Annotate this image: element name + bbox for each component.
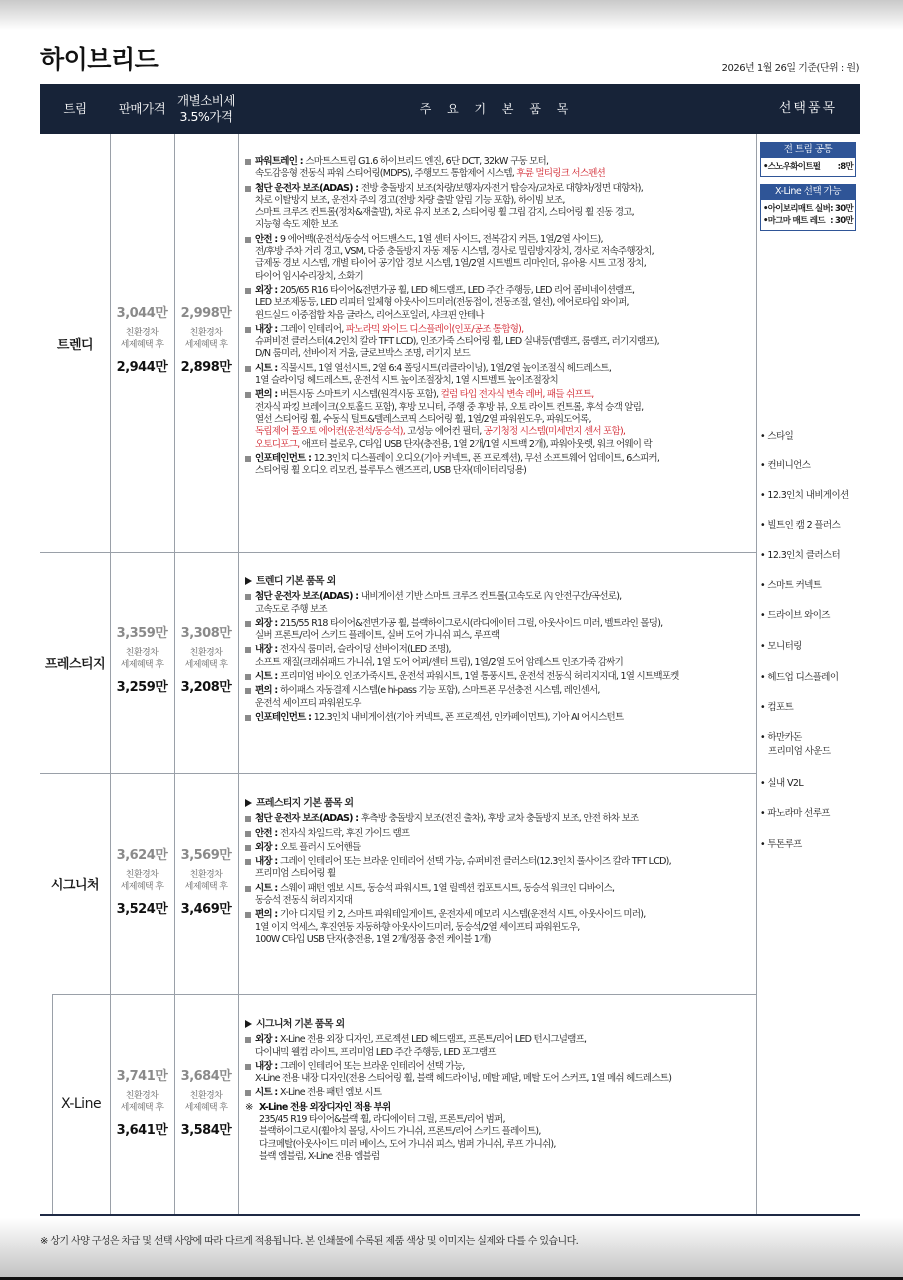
price-base: 2,998만 (180, 306, 232, 321)
price-net: 3,641만 (116, 1123, 168, 1138)
feature-text: 동승석 전동식 허리지지대 (255, 895, 353, 907)
header-tax-line2: 3.5%가격 (179, 109, 233, 124)
base-features-heading (245, 798, 755, 810)
feature-text: D/N 룸미러, 선바이저 거울, 글로브박스 조명, 러기지 보드 (255, 348, 471, 360)
price-xline (111, 1065, 173, 1138)
base-features-label: 프레스티지 기본 품목 외 (256, 798, 354, 809)
feature-category: 편의 : (255, 389, 281, 401)
feature-category: 내장 : (255, 323, 281, 335)
feature-text: 급제동 경보 시스템, 개별 타이어 공기압 경보 시스템, 1열/2열 시트벨트 리마인더, 유아용 시트 고정 장치, (255, 258, 646, 270)
feature-category: 시트 : (255, 1087, 281, 1099)
base-features-label: 시그니처 기본 품목 외 (256, 1019, 345, 1030)
square-bullet-icon (245, 621, 251, 627)
price-sub: 친환경차 세제혜택 후 (184, 870, 228, 892)
base-features-heading (245, 1019, 755, 1031)
square-bullet-icon (245, 159, 251, 165)
price-net: 3,469만 (180, 902, 232, 917)
feature-item (245, 183, 755, 232)
feature-text: 기아 디지털 키 2, 스마트 파워테일게이트, 운전자세 메모리 시스템(운전석 시트, 아웃사이드 미러), (280, 909, 646, 921)
feature-item (245, 671, 755, 683)
feature-text: 고속도로 주행 보조 (255, 603, 327, 615)
feature-text: 100W C타입 USB 단자(충전용, 1열 2개/정품 충전 케이블 1개) (255, 933, 491, 945)
price-base: 3,624만 (116, 848, 168, 863)
feature-item (245, 234, 755, 283)
feature-text: 12.3인치 디스플레이 오디오(기아 커넥트, 폰 프로젝션), 무선 소프트웨어 업데이트, 6스피커, (313, 452, 660, 464)
col-divider (238, 134, 239, 1214)
row-divider (40, 773, 756, 774)
option-item: • 하만카돈 (760, 732, 802, 743)
feature-text: 215/55 R18 타이어&전면가공 휠, 블랙하이그로시(라디에이터 그릴, 아웃사이드 미러, 벨트라인 몰딩), (280, 617, 663, 629)
option-item: • 컨비니언스 (760, 460, 811, 471)
option-item: • 12.3인치 클러스터 (760, 550, 841, 561)
feature-item (245, 363, 755, 388)
features-prestige (245, 576, 755, 726)
price-net: 3,584만 (180, 1123, 232, 1138)
feature-item (245, 856, 755, 881)
square-bullet-icon (245, 186, 251, 192)
feature-text: 애프터 블로우, C타입 USB 단자(충전용, 1열 2개/1열 시트백 2개), 파워아웃렛, 워크 어웨이 락 (301, 438, 652, 450)
feature-highlight: 독립제어 풀오토 에어컨(운전석/동승석), (255, 426, 408, 438)
bottom-gradient-band (0, 1218, 903, 1280)
feature-category: 외장 : (255, 284, 281, 296)
feature-text: 열선 스티어링 휠, 수동식 틸트&텔레스코픽 스티어링 휠, 1열/2열 파워윈도우, 파워도어록, (255, 413, 591, 425)
page-title: 하이브리드 (40, 45, 159, 74)
option-item: • 12.3인치 내비게이션 (760, 490, 849, 501)
feature-text: 그레이 인테리어, (280, 323, 346, 335)
price-trendy (111, 302, 173, 375)
feature-highlight: 후륜 멀티링크 서스펜션 (516, 168, 606, 180)
feature-text: 스티어링 휠 오디오 리모컨, 블루투스 핸즈프리, USB 단자(데이터리딩용) (255, 465, 527, 477)
feature-text: X-Line 전용 외장 디자인, 프로젝션 LED 헤드램프, 프론트/리어 LED 턴시그널램프, (280, 1034, 587, 1046)
feature-text: 12.3인치 내비게이션(기아 커넥트, 폰 프로젝션, 인카페이먼트), 기아 AI 어시스턴트 (313, 711, 624, 723)
option-item: • 투톤루프 (760, 839, 802, 850)
feature-category: 편의 : (255, 909, 281, 921)
header-trim: 트림 (63, 101, 87, 117)
option-item: • 실내 V2L (760, 778, 804, 789)
row-divider (52, 994, 756, 995)
feature-highlight: 공기청정 시스템(미세먼지 센서 포함), (483, 426, 626, 438)
feature-text: X-Line 전용 패턴 엠보 시트 (280, 1087, 382, 1099)
feature-item (245, 813, 755, 825)
square-bullet-icon (245, 715, 251, 721)
square-bullet-icon (245, 237, 251, 243)
feature-text: 속도감응형 전동식 파워 스티어링(MDPS), 주행모드 통합제어 시스템, (255, 168, 517, 180)
trim-xline: X-Line (60, 1096, 102, 1112)
price-base: 3,684만 (180, 1069, 232, 1084)
square-bullet-icon (245, 392, 251, 398)
option-item: • 스마트 커넥트 (760, 580, 822, 591)
square-bullet-icon (245, 1064, 251, 1070)
trim-trendy: 트렌디 (56, 337, 94, 353)
feature-item (245, 1034, 755, 1059)
feature-item (245, 156, 755, 181)
price-base: 3,569만 (180, 848, 232, 863)
base-features-heading (245, 576, 755, 588)
feature-text: 9 에어백(운전석/동승석 어드밴스드, 1열 센터 사이드, 전복감지 커튼, 1열/2열 사이드), (280, 233, 603, 245)
square-bullet-icon (245, 327, 251, 333)
feature-category: 내장 : (255, 1060, 281, 1072)
option-item: • 모니터링 (760, 641, 802, 652)
price-prestige (111, 622, 173, 695)
price-base: 3,308만 (180, 626, 232, 641)
option-item: • 파노라마 선루프 (760, 808, 830, 819)
price-sub: 친환경차 세제혜택 후 (184, 648, 228, 670)
feature-category: 첨단 운전자 보조(ADAS) : (255, 813, 361, 825)
feature-text: 고성능 에어컨 필터, (407, 426, 484, 438)
square-bullet-icon (245, 912, 251, 918)
square-bullet-icon (245, 688, 251, 694)
option-item: • 빌트인 캠 2 플러스 (760, 520, 841, 531)
option-item: • 스타일 (760, 431, 794, 442)
header-price: 판매가격 (118, 101, 166, 117)
price-sub: 친환경차 세제혜택 후 (120, 328, 164, 350)
price-sub: 친환경차 세제혜택 후 (120, 648, 164, 670)
price-sub: 친환경차 세제혜택 후 (120, 870, 164, 892)
option-boxes (756, 142, 860, 231)
feature-text: 그레이 인테리어 또는 브라운 인테리어 선택 가능, (280, 1060, 465, 1072)
option-box-body (760, 157, 856, 177)
feature-text: 슈퍼비전 클러스터(4.2인치 칼라 TFT LCD), 인조가죽 스티어링 휠, LED 실내등(맵램프, 룸램프, 러기지램프), (255, 336, 659, 348)
header-features: 주 요 기 본 품 목 (419, 101, 575, 116)
col-divider (756, 134, 757, 1214)
feature-text: 윈드실드 이중접합 차음 글라스, 리어스포일러, 샤크핀 안테나 (255, 309, 484, 321)
feature-item (245, 285, 755, 322)
option-box-body (760, 199, 856, 231)
feature-item (245, 1087, 755, 1099)
feature-category: 외장 : (255, 617, 281, 629)
price-signature (111, 844, 173, 917)
feature-text: 내비게이션 기반 스마트 크루즈 컨트롤(고속도로 內 안전구간/곡선로), (360, 591, 622, 603)
square-bullet-icon (245, 594, 251, 600)
feature-category: 시트 : (255, 671, 281, 683)
feature-text: 1열 슬라이딩 헤드레스트, 운전석 시트 높이조절장치, 1열 시트벨트 높이조절장치 (255, 375, 558, 387)
feature-text: 소프트 재질(크래쉬패드 가니쉬, 1열 도어 어퍼/센터 트림), 1열/2열 도어 암레스트 인조가죽 감싸기 (255, 656, 624, 668)
option-item: 프리미엄 사운드 (768, 746, 831, 757)
square-bullet-icon (245, 647, 251, 653)
feature-text: 타이어 임시수리장치, 소화기 (255, 270, 363, 282)
base-features-label: 트렌디 기본 품목 외 (256, 576, 336, 587)
feature-text: 235/45 R19 타이어&블랙 휠, 라디에이터 그릴, 프론트/리어 범퍼, (259, 1114, 505, 1126)
feature-text: 전방 충돌방지 보조(차량/보행자/자전거 탑승자/교차로 대향차/정면 대향차), (360, 182, 644, 194)
feature-text: 스마트 크루즈 컨트롤(정차&재출발), 차로 유지 보조 2, 스티어링 휠 그립 감지, 스티어링 휠 진동 경고, (255, 207, 634, 219)
feature-text: 205/65 R16 타이어&전면가공 휠, LED 헤드램프, LED 주간 주행등, LED 리어 콤비네이션램프, (280, 284, 635, 296)
header-tax-line1: 개별소비세 (177, 93, 235, 109)
price-sub: 친환경차 세제혜택 후 (184, 328, 228, 350)
square-bullet-icon (245, 366, 251, 372)
option-box-title: 전 트림 공통 (760, 142, 856, 157)
feature-text: 스웨이 패턴 엠보 시트, 동승석 파워시트, 1열 릴렉션 컴포트시트, 동승석 워크인 디바이스, (280, 882, 615, 894)
price-base: 3,741만 (116, 1069, 168, 1084)
tax-price-xline (175, 1065, 237, 1138)
price-base: 3,044만 (116, 306, 168, 321)
price-sub: 친환경차 세제혜택 후 (120, 1091, 164, 1113)
feature-text: 1열 이지 억세스, 후진연동 자동하향 아웃사이드미러, 동승석/2열 세이프티 파워윈도우, (255, 921, 580, 933)
square-bullet-icon (245, 831, 251, 837)
feature-highlight: 오토디포그, (255, 438, 302, 450)
feature-text: 다이내믹 웰컴 라이트, 프리미엄 LED 주간 주행등, LED 포그램프 (255, 1046, 496, 1058)
feature-highlight: 파노라믹 와이드 디스플레이(인포/공조 통합형), (345, 323, 524, 335)
trim-signature: 시그니처 (50, 878, 100, 893)
feature-text: 그레이 인테리어 또는 브라운 인테리어 선택 가능, 슈퍼비전 클러스터(12.3인치 풀사이즈 칼라 TFT LCD), (280, 856, 671, 868)
price-net: 3,208만 (180, 680, 232, 695)
triangle-right-icon (245, 577, 252, 585)
feature-category: 첨단 운전자 보조(ADAS) : (255, 591, 361, 603)
square-bullet-icon (245, 456, 251, 462)
feature-text: 전자식 차일드락, 후진 가이드 램프 (280, 827, 410, 839)
price-sub: 친환경차 세제혜택 후 (184, 1091, 228, 1113)
feature-item (245, 842, 755, 854)
feature-text: 오토 플러시 도어핸들 (280, 841, 361, 853)
square-bullet-icon (245, 886, 251, 892)
feature-item (245, 324, 755, 361)
feature-category: 첨단 운전자 보조(ADAS) : (255, 182, 361, 194)
feature-item (245, 883, 755, 908)
triangle-right-icon (245, 1020, 252, 1028)
feature-category: 인포테인먼트 : (255, 711, 314, 723)
feature-category: 외장 : (255, 841, 281, 853)
square-bullet-icon (245, 859, 251, 865)
feature-text: 전/후방 주차 거리 경고, VSM, 다중 충돌방지 자동 제동 시스템, 경사로 밀림방지장치, 경사로 저속주행장치, (255, 246, 654, 258)
feature-item (245, 828, 755, 840)
price-table (40, 84, 860, 1216)
price-net: 3,524만 (116, 902, 168, 917)
table-header (40, 84, 860, 134)
square-bullet-icon (245, 288, 251, 294)
footnote: ※ 상기 사양 구성은 차급 및 선택 사양에 따라 다르게 적용됩니다. 본 인쇄물에 수록된 제품 색상 및 이미지는 실제와 다를 수 있습니다. (40, 1236, 579, 1247)
feature-text: X-Line 전용 내장 디자인(전용 스티어링 휠, 블랙 헤드라이닝, 메탈 페달, 메탈 도어 스커프, 1열 메쉬 헤드레스트) (255, 1073, 672, 1085)
feature-item (245, 591, 755, 616)
reference-title: X-Line 전용 외장디자인 적용 부위 (259, 1101, 391, 1113)
feature-item (245, 1061, 755, 1086)
feature-text: 후측방 충돌방지 보조(전진 출차), 후방 교차 충돌방지 보조, 안전 하차 보조 (360, 813, 639, 825)
feature-category: 편의 : (255, 685, 281, 697)
header-options: 선택품목 (778, 100, 838, 116)
feature-text: 지능형 속도 제한 보조 (255, 219, 338, 231)
features-xline (245, 1019, 755, 1165)
trim-prestige: 프레스티지 (44, 657, 106, 672)
feature-text: 전자식 파킹 브레이크(오토홀드 포함), 후방 모니터, 주행 중 후방 뷰, 오토 라이트 컨트롤, 후석 승객 알림, (255, 401, 644, 413)
feature-text: 차로 이탈방지 보조, 운전자 주의 경고(전방 차량 출발 알림 기능 포함), 하이빔 보조, (255, 194, 565, 206)
features-signature (245, 798, 755, 948)
date-note: 2026년 1월 26일 기준(단위 : 원) (721, 63, 859, 74)
feature-text: 운전석 세이프티 파워윈도우 (255, 697, 361, 709)
feature-category: 안전 : (255, 827, 281, 839)
reference-mark-icon: ※ (245, 1101, 253, 1113)
top-gradient-band (0, 0, 903, 30)
feature-item (245, 909, 755, 946)
feature-category: 파워트레인 : (255, 156, 306, 167)
reference-note (245, 1102, 755, 1163)
square-bullet-icon (245, 674, 251, 680)
feature-text: 스마트스트림 G1.6 하이브리드 엔진, 6단 DCT, 32kW 구동 모터, (305, 156, 549, 167)
feature-text: 실버 프론트/리어 스키드 플레이트, 실버 도어 가니쉬 피스, 루프랙 (255, 630, 500, 642)
feature-category: 안전 : (255, 233, 281, 245)
feature-text: 블랙 엠블럼, X-Line 전용 엠블럼 (259, 1150, 380, 1162)
square-bullet-icon (245, 1090, 251, 1096)
feature-category: 내장 : (255, 856, 281, 868)
tax-price-trendy (175, 302, 237, 375)
option-color-row: •마그마 매트 레드 : 30만 (763, 216, 853, 226)
tax-price-prestige (175, 622, 237, 695)
option-box-common (760, 142, 856, 177)
header-tax-price (174, 84, 238, 134)
feature-text: 전자식 룸미러, 슬라이딩 선바이저(LED 조명), (280, 644, 451, 656)
feature-text: LED 보조제동등, LED 리피터 일체형 아웃사이드미러(전동접이, 전동조절, 열선), 에어로타입 와이퍼, (255, 297, 629, 309)
feature-item (245, 712, 755, 724)
feature-category: 시트 : (255, 882, 281, 894)
feature-text: 다크메탈(아웃사이드 미러 베이스, 도어 가니쉬 피스, 범퍼 가니쉬, 루프 가니쉬), (259, 1138, 556, 1150)
square-bullet-icon (245, 1037, 251, 1043)
feature-category: 인포테인먼트 : (255, 452, 314, 464)
option-box-title: X-Line 선택 가능 (760, 184, 856, 199)
option-item: • 드라이브 와이즈 (760, 610, 830, 621)
feature-item (245, 644, 755, 669)
feature-item (245, 453, 755, 478)
feature-item (245, 618, 755, 643)
features-trendy (245, 156, 755, 479)
feature-text: 버튼시동 스마트키 시스템(원격시동 포함), (280, 389, 441, 401)
square-bullet-icon (245, 816, 251, 822)
feature-text: 블랙하이그로시(휠아치 몰딩, 사이드 가니쉬, 프론트/리어 스키드 플레이트), (259, 1126, 541, 1138)
feature-category: 시트 : (255, 362, 281, 374)
tax-price-signature (175, 844, 237, 917)
feature-category: 외장 : (255, 1034, 281, 1046)
price-net: 3,259만 (116, 680, 168, 695)
triangle-right-icon (245, 799, 252, 807)
feature-item (245, 685, 755, 710)
feature-text: 프리미엄 바이오 인조가죽시트, 운전석 파워시트, 1열 통풍시트, 운전석 전동식 허리지지대, 1열 시트백포켓 (280, 671, 679, 683)
feature-item (245, 389, 755, 450)
option-color-row: •아이보리매트 실버 : 30만 (763, 204, 853, 214)
option-item: • 컴포트 (760, 702, 794, 713)
feature-text: 프리미엄 스티어링 휠 (255, 868, 336, 880)
feature-highlight: 컬럼 타입 전자식 변속 레버, 패들 쉬프트, (440, 389, 594, 401)
price-net: 2,944만 (116, 360, 168, 375)
option-item: • 헤드업 디스플레이 (760, 672, 839, 683)
option-color-row: •스노우화이트펄 :8만 (763, 162, 853, 172)
option-box-xline (760, 184, 856, 231)
price-net: 2,898만 (180, 360, 232, 375)
feature-category: 내장 : (255, 644, 281, 656)
square-bullet-icon (245, 845, 251, 851)
feature-text: 직물시트, 1열 열선시트, 2열 6:4 폴딩시트(리클라이닝), 1열/2열 높이조절식 헤드레스트, (280, 362, 612, 374)
feature-text: 하이패스 자동결제 시스템(e hi-pass 기능 포함), 스마트폰 무선충전 시스템, 레인센서, (280, 685, 600, 697)
row-divider (40, 552, 756, 553)
price-base: 3,359만 (116, 626, 168, 641)
